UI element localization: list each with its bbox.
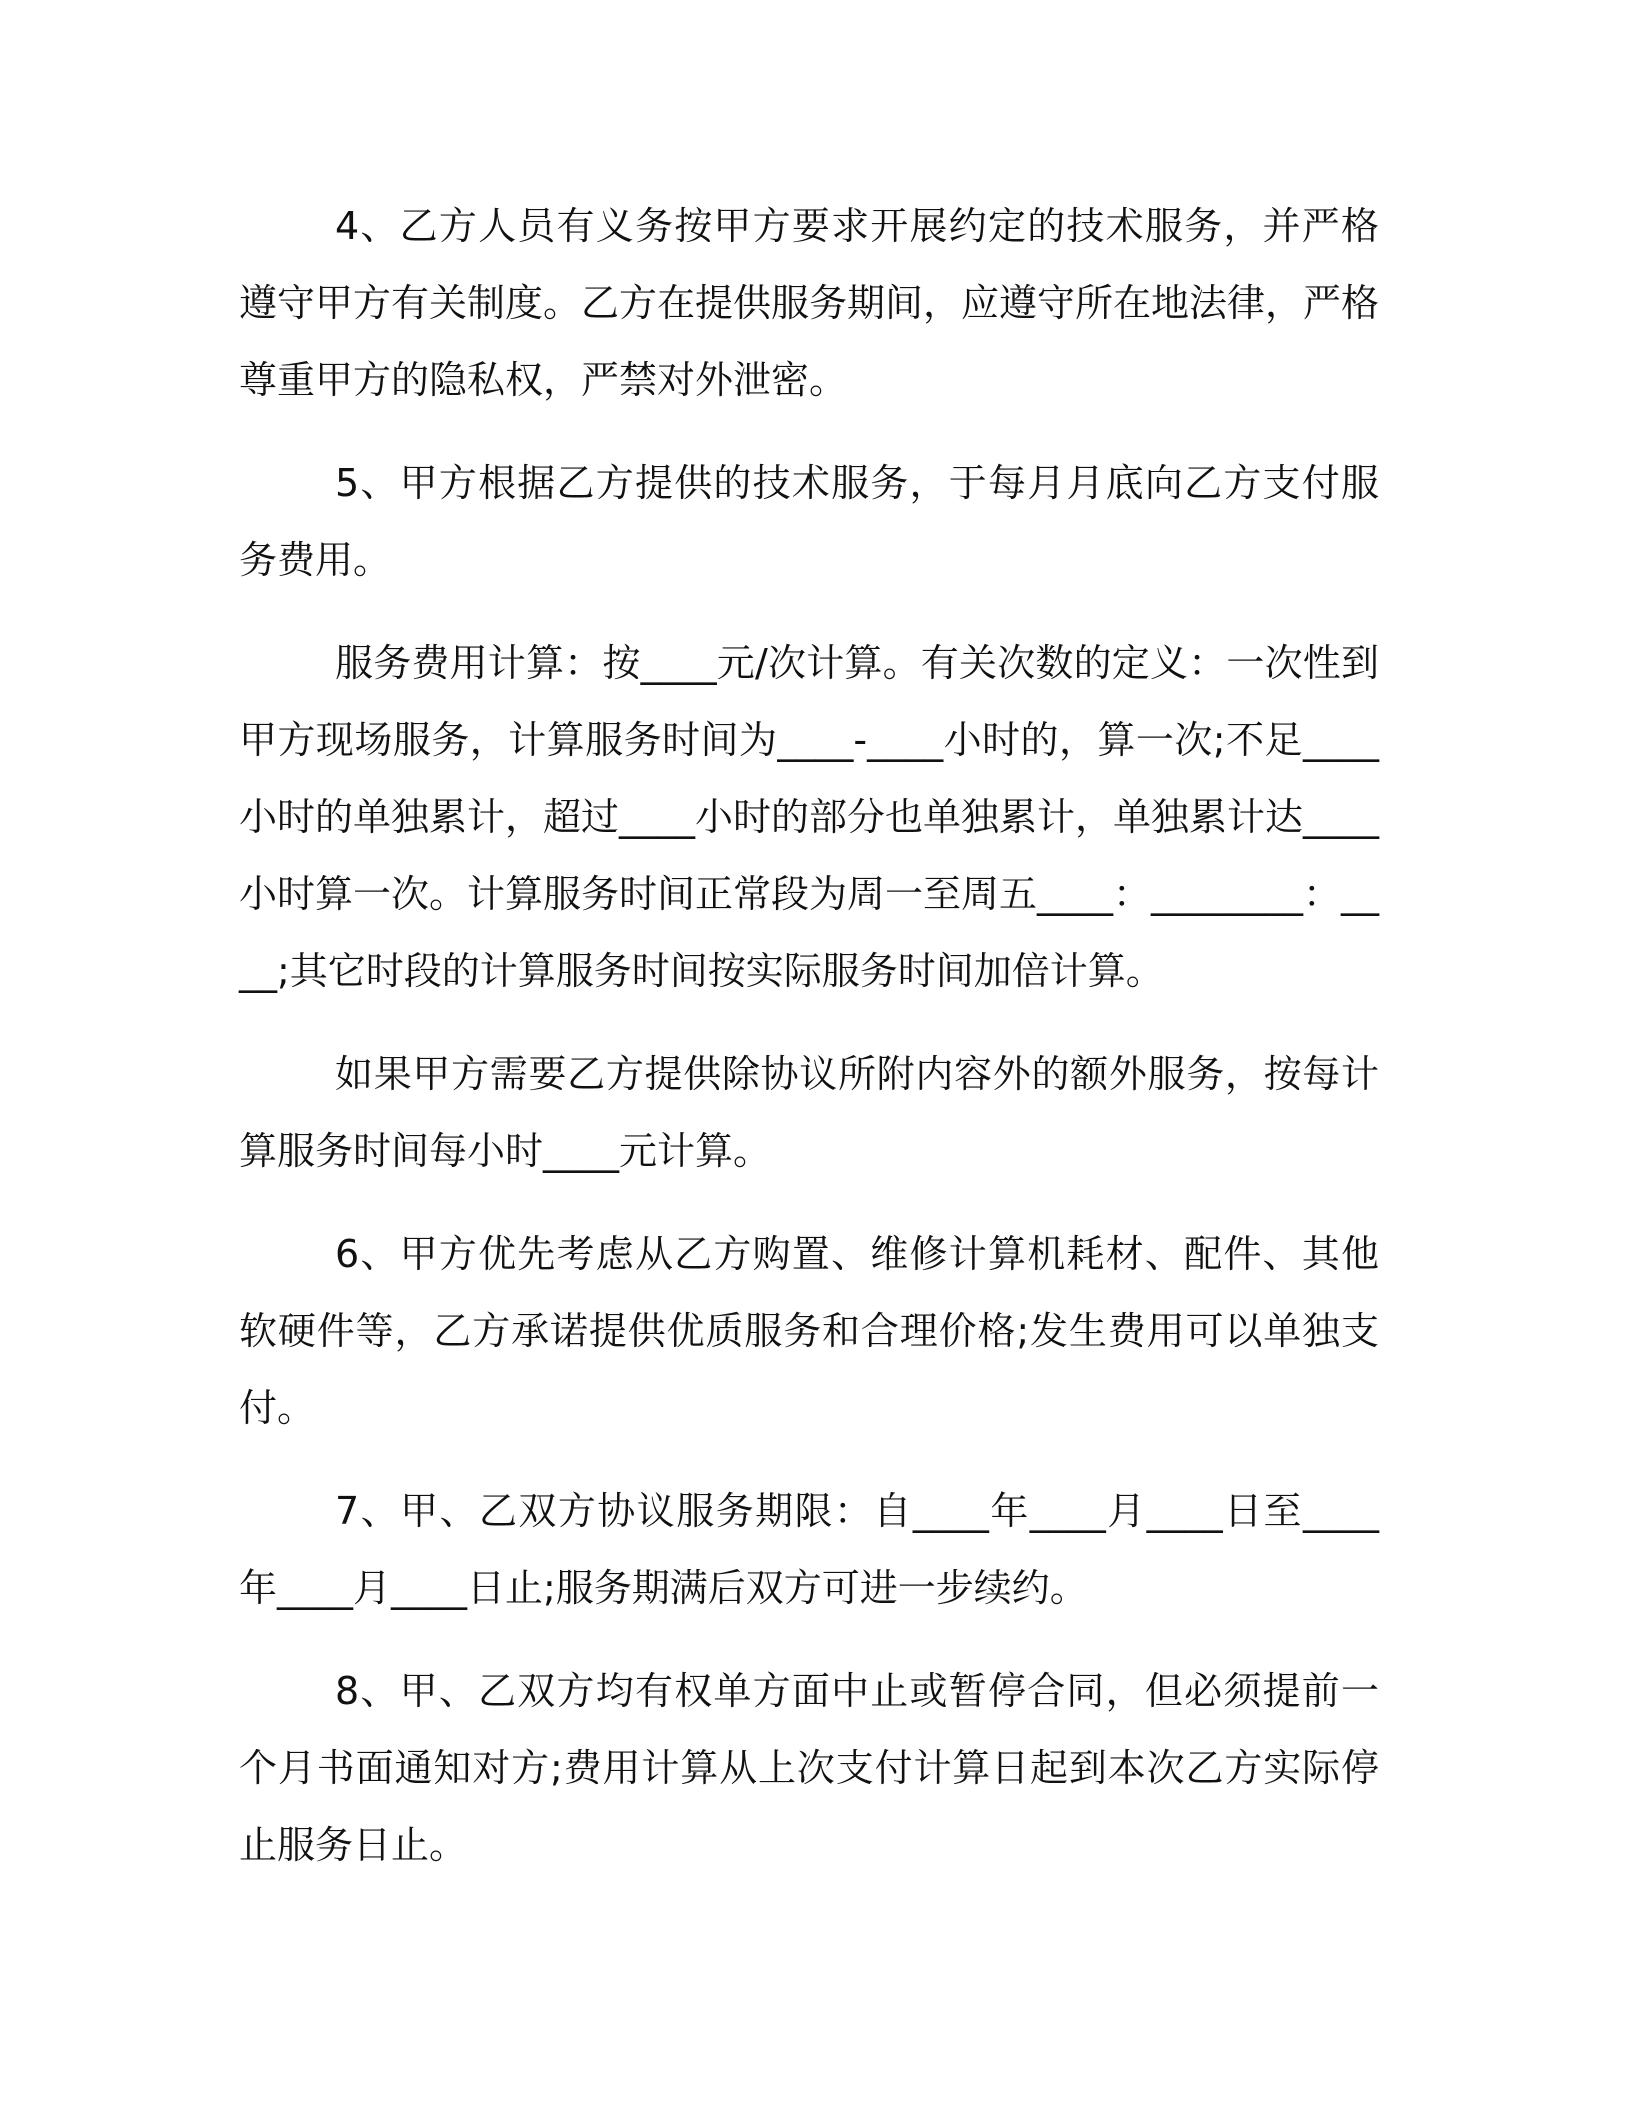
service-fee-paragraph: 服务费用计算：按____元/次计算。有关次数的定义：一次性到甲方现场服务，计算服务时间为____-____小时的，算一次;不足____小时的单独累计，超过____小时的部分也单独累计，单独累计达____小时算一次。计算服务时间正常段为周一至周五____：________：____;其它时段的计算服务时间按实际服务时间加倍计算。 — [239, 641, 1380, 993]
clause-7-paragraph: 7、甲、乙双方协议服务期限：自____年____月____日至____年____月____日止;服务期满后双方可进一步续约。 — [239, 1489, 1379, 1610]
extra-service-paragraph: 如果甲方需要乙方提供除协议所附内容外的额外服务，按每计算服务时间每小时____元计算。 — [239, 1052, 1379, 1173]
clause-8-paragraph: 8、甲、乙双方均有权单方面中止或暂停合同，但必须提前一个月书面通知对方;费用计算从上次支付计算日起到本次乙方实际停止服务日止。 — [239, 1669, 1379, 1867]
clause-4-paragraph: 4、乙方人员有义务按甲方要求开展约定的技术服务，并严格遵守甲方有关制度。乙方在提供服务期间，应遵守所在地法律，严格尊重甲方的隐私权，严禁对外泄密。 — [239, 204, 1380, 402]
document-body — [239, 188, 1379, 1884]
clause-5-paragraph: 5、甲方根据乙方提供的技术服务，于每月月底向乙方支付服务费用。 — [239, 461, 1379, 582]
clause-6-paragraph: 6、甲方优先考虑从乙方购置、维修计算机耗材、配件、其他软硬件等，乙方承诺提供优质服务和合理价格;发生费用可以单独支付。 — [239, 1232, 1379, 1430]
